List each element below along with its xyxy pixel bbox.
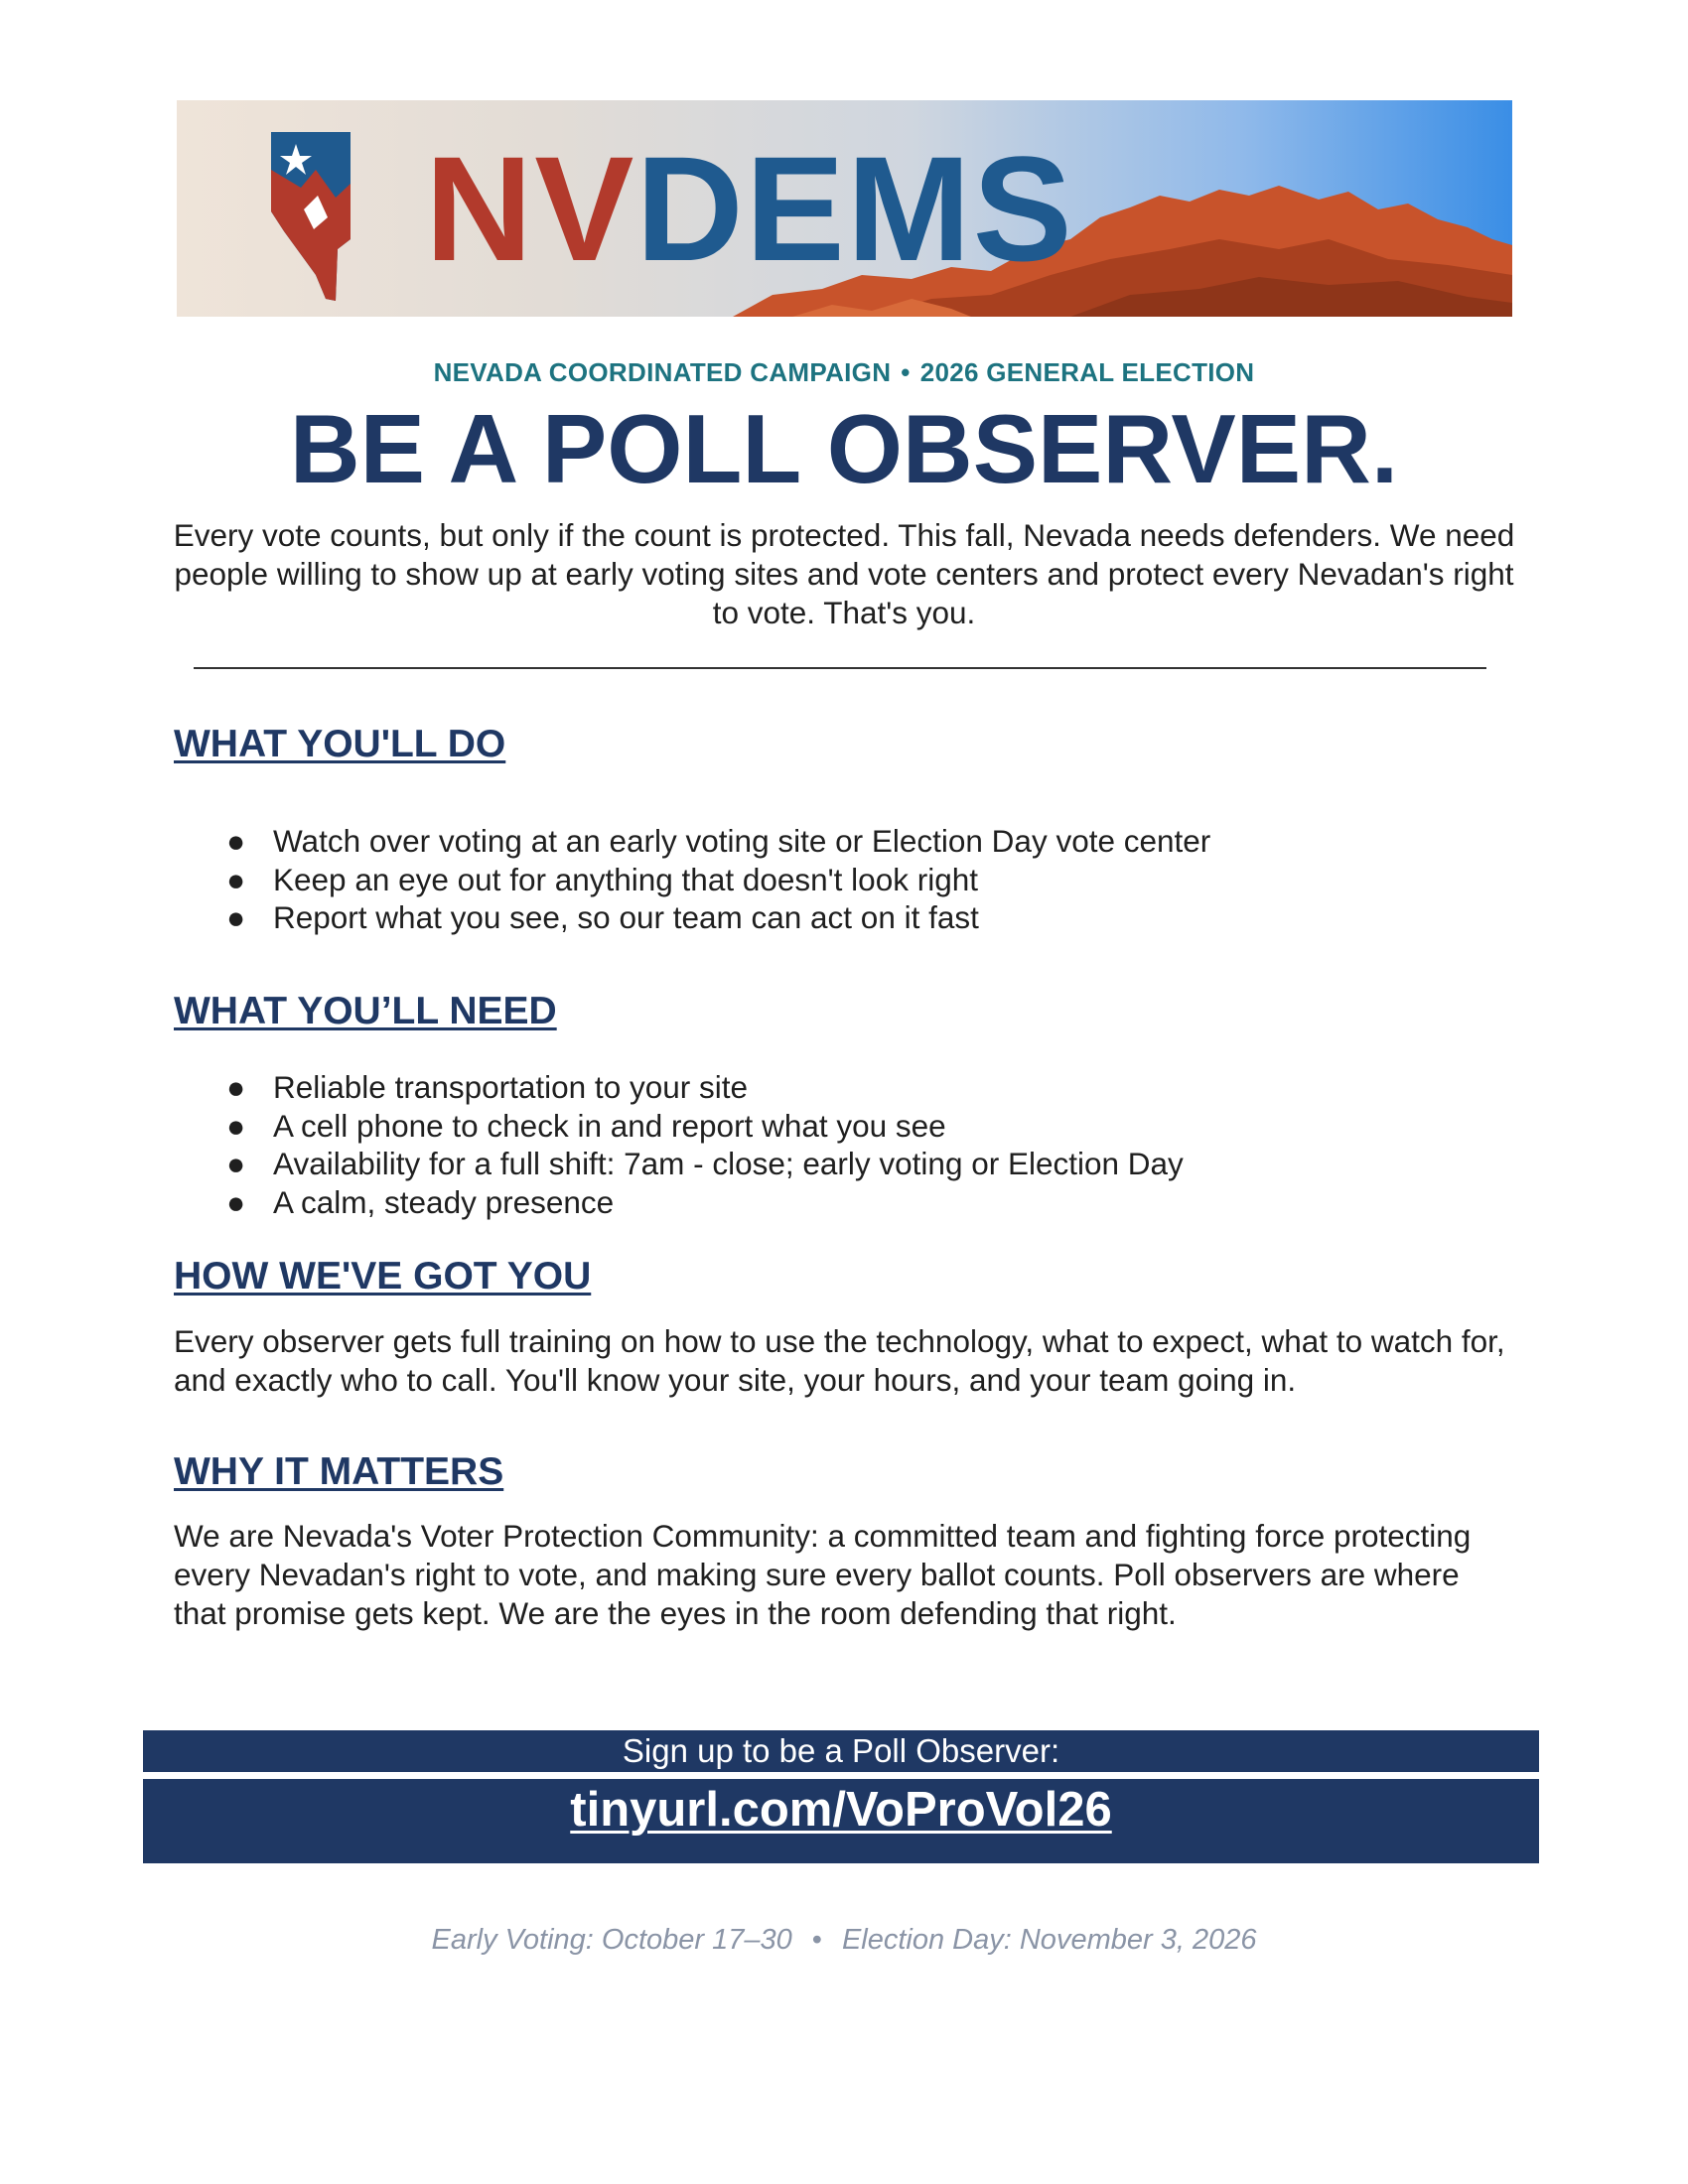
list-item [226,861,1210,899]
list-item [226,1107,1184,1146]
divider-line [194,667,1486,669]
list-item-text: Watch over voting at an early voting site or Election Day vote center [273,823,1211,859]
list-item [226,822,1210,861]
signup-label-bar: Sign up to be a Poll Observer: [143,1730,1539,1772]
intro-paragraph: Every vote counts, but only if the count is protected. This fall, Nevada needs defenders. We need people willing to show up at early voting sites and vote centers and protect every Nevadan's right to vote. That's you. [173,517,1515,630]
how-weve-got-you-text: Every observer gets full training on how to use the technology, what to expect, what to watch for, and exactly who to call. You'll know your site, your hours, and your team going in. [174,1323,1505,1398]
list-item-text: Reliable transportation to your site [273,1069,749,1105]
eyebrow-campaign: NEVADA COORDINATED CAMPAIGN [433,357,892,387]
what-youll-do-list [226,822,1210,937]
early-voting-dates: Early Voting: October 17–30 [431,1924,792,1956]
list-item [226,1145,1184,1183]
list-item-text: Report what you see, so our team can act on it fast [273,899,979,935]
campaign-eyebrow [0,357,1688,388]
logo-nv: NV [425,125,636,292]
eyebrow-election: 2026 GENERAL ELECTION [919,357,1255,387]
heading-what-youll-need: WHAT YOU’LL NEED [174,990,557,1032]
eyebrow-separator: • [901,357,911,387]
why-it-matters-text: We are Nevada's Voter Protection Community: a committed team and fighting force protecting every Nevadan's right to vote, and making sure every ballot counts. Poll observers are where that promise gets kept. We are the eyes in the room defending that right. [174,1518,1472,1631]
bullet-icon: ● [226,1069,246,1105]
bullet-icon: ● [226,1183,246,1220]
logo-dems: DEMS [635,125,1074,292]
dates-footer [0,1924,1688,1957]
heading-why-it-matters: WHY IT MATTERS [174,1450,504,1493]
heading-how-weve-got-you: HOW WE'VE GOT YOU [174,1255,592,1297]
what-youll-need-list [226,1068,1184,1221]
footer-separator: • [811,1924,822,1956]
nevada-state-icon [177,100,415,317]
page-title: BE A POLL OBSERVER. [289,394,1399,503]
bullet-icon: ● [226,823,246,859]
list-item-text: A calm, steady presence [273,1183,615,1220]
list-item-text: Keep an eye out for anything that doesn't look right [273,861,978,897]
list-item-text: A cell phone to check in and report what you see [273,1107,946,1144]
signup-link-bar [143,1779,1539,1863]
nvdems-logo-text [425,125,1074,292]
election-day-date: Election Day: November 3, 2026 [841,1924,1257,1956]
bullet-icon: ● [226,1146,246,1181]
heading-what-youll-do: WHAT YOU'LL DO [174,723,506,765]
list-item [226,1183,1184,1222]
bullet-icon: ● [226,1107,246,1144]
list-item [226,1068,1184,1107]
bullet-icon: ● [226,899,246,935]
signup-link[interactable]: tinyurl.com/VoProVol26 [570,1783,1112,1837]
nvdems-banner [177,100,1512,317]
list-item [226,898,1210,937]
list-item-text: Availability for a full shift: 7am - close; early voting or Election Day [273,1146,1184,1181]
bullet-icon: ● [226,861,246,897]
